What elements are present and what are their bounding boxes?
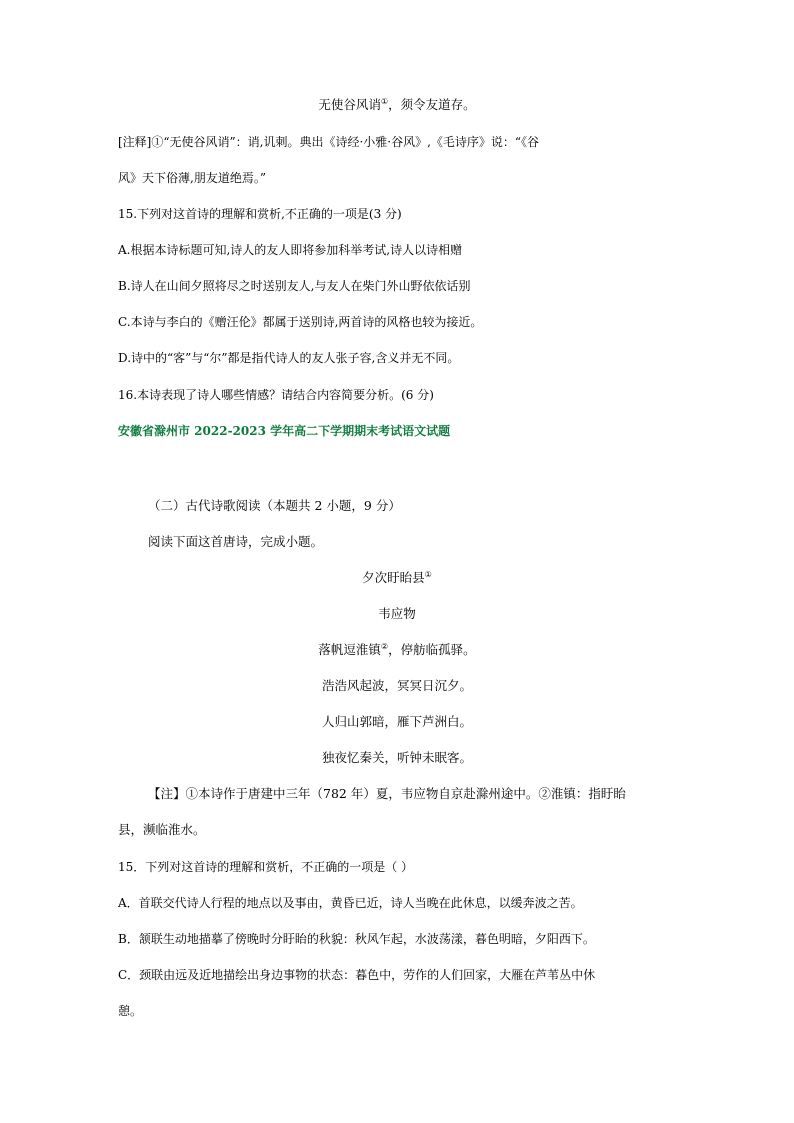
source-title: 安徽省滁州市 2022-2023 学年高二下学期期末考试语文试题 <box>118 424 451 438</box>
section-heading: （二）古代诗歌阅读（本题共 2 小题，9 分） <box>148 498 401 513</box>
poem-title-text: 夕次盱眙县 <box>362 570 425 585</box>
poem-note-line-2: 县，濒临淮水。 <box>118 822 206 837</box>
poem-verse-2: 浩浩风起波，冥冥日沉夕。 <box>321 678 472 693</box>
poem-note-line-1: 【注】①本诗作于唐建中三年（782 年）夏，韦应物自京赴滁州途中。②淮镇：指盱眙 <box>148 786 626 801</box>
poem-title <box>0 569 794 587</box>
question-15b-stem: 15．下列对这首诗的理解和赏析，不正确的一项是（ ） <box>118 860 414 874</box>
note-mark: ① <box>424 569 432 579</box>
question-15b-option-a: A．首联交代诗人行程的地点以及事由，黄昏已近，诗人当晚在此休息，以缓奔波之苦。 <box>118 896 583 910</box>
closing-verse <box>0 96 794 114</box>
poem-verse-3: 人归山郭暗，雁下芦洲白。 <box>321 714 472 729</box>
poem-verse-1 <box>0 641 794 659</box>
verse-text: 无使谷风诮 <box>318 97 381 112</box>
question-15-option-b: B.诗人在山间夕照将尽之时送别友人,与友人在柴门外山野依依话别 <box>118 279 471 293</box>
question-15-stem: 15.下列对这首诗的理解和赏析,不正确的一项是(3 分) <box>118 207 402 221</box>
question-16: 16.本诗表现了诗人哪些情感？请结合内容简要分析。(6 分) <box>118 388 434 402</box>
question-15b-option-c-line-1: C．颈联由远及近地描绘出身边事物的状态：暮色中，劳作的人们回家，大雁在芦苇丛中休 <box>118 968 596 982</box>
note-mark: ① <box>380 96 389 106</box>
question-15-option-d: D.诗中的“客”与“尔”都是指代诗人的友人张子容,含义并无不同。 <box>118 351 460 365</box>
poem-verse-4: 独夜忆秦关，听钟未眠客。 <box>321 750 472 765</box>
question-15b-option-c-line-2: 憩。 <box>118 1004 143 1018</box>
verse-text-end: ，停舫临孤驿。 <box>388 642 476 657</box>
note-line-1: [注释]①“无使谷风诮”：诮,讥刺。典出《诗经·小雅·谷风》,《毛诗序》说：“《谷 <box>118 135 540 149</box>
verse-text: 落帆逗淮镇 <box>318 642 381 657</box>
question-15-option-a: A.根据本诗标题可知,诗人的友人即将参加科举考试,诗人以诗相赠 <box>118 243 463 257</box>
verse-text-end: ，须令友道存。 <box>388 97 476 112</box>
instruction: 阅读下面这首唐诗，完成小题。 <box>148 534 324 549</box>
question-15-option-c: C.本诗与李白的《赠汪伦》都属于送别诗,两首诗的风格也较为接近。 <box>118 315 483 329</box>
note-mark: ② <box>380 641 389 651</box>
question-15b-option-b: B．颔联生动地描摹了傍晚时分盱眙的秋貌：秋风乍起，水波荡漾，暮色明暗，夕阳西下。 <box>118 932 595 946</box>
poem-author: 韦应物 <box>378 606 416 621</box>
note-line-2: 风》天下俗薄,朋友道绝焉。” <box>118 171 266 185</box>
